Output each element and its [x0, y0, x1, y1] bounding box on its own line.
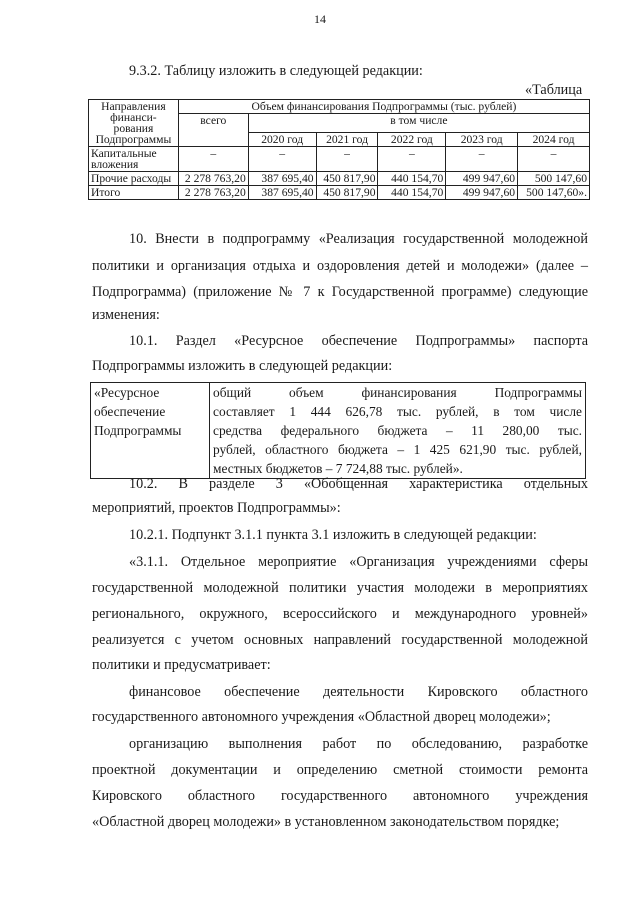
row-value: – [316, 147, 378, 172]
p-org-line: Кировского областного государственного автономного учреждения [92, 788, 588, 804]
p10-line: Подпрограмма) (приложение № 7 к Государственной программе) следующие [92, 284, 588, 300]
resource-text-line: рублей, областного бюджета – 1 425 621,90 тыс. рублей, [213, 442, 582, 457]
resource-text-line: средства федерального бюджета – 11 280,00 тыс. [213, 423, 582, 438]
header-year: 2021 год [316, 133, 378, 147]
header-total: всего [178, 114, 248, 147]
row-value: 499 947,60 [446, 186, 518, 200]
resource-label-line: Подпрограммы [94, 423, 182, 438]
p311-line: государственной молодежной политики участия молодежи в мероприятиях [92, 580, 588, 596]
resource-label-line: «Ресурсное [94, 385, 160, 400]
p101-line: Подпрограммы изложить в следующей редакции: [92, 358, 393, 374]
row-name: Итого [89, 186, 179, 200]
resource-text-line: составляет 1 444 626,78 тыс. рублей, в том числе [213, 404, 582, 419]
p-org-line: «Областной дворец молодежи» в установленном законодательством порядке; [92, 814, 560, 830]
resource-text-line: общий объем финансирования Подпрограммы [213, 385, 582, 400]
row-value: 450 817,90 [316, 186, 378, 200]
row-value: 440 154,70 [378, 172, 446, 186]
row-value: 440 154,70 [378, 186, 446, 200]
p102-line: 10.2. В разделе 3 «Обобщенная характеристика отдельных [129, 476, 588, 492]
p-org-line: организацию выполнения работ по обследованию, разработке [129, 736, 588, 752]
row-name: Прочие расходы [89, 172, 179, 186]
row-value: 500 147,60 [518, 172, 590, 186]
paragraph-9-3-2: 9.3.2. Таблицу изложить в следующей редакции: [129, 63, 423, 79]
header-year: 2020 год [248, 133, 316, 147]
table-row [89, 186, 590, 200]
resource-label [91, 383, 210, 479]
p311-line: политики и предусматривает: [92, 657, 271, 673]
financing-table [88, 99, 590, 200]
p311-line: регионального, окружного, всероссийского и международного уровней» [92, 606, 588, 622]
row-value: – [518, 147, 590, 172]
p-org-line: проектной документации и определению сметной стоимости ремонта [92, 762, 588, 778]
table-row [89, 172, 590, 186]
p-fin-line: финансовое обеспечение деятельности Кировского областного [129, 684, 588, 700]
resource-label-line: обеспечение [94, 404, 166, 419]
p-fin-line: государственного автономного учреждения «Областной дворец молодежи»; [92, 709, 551, 725]
p311-line: реализуется с учетом основных направлений государственной молодежной [92, 632, 588, 648]
resource-text-line: местных бюджетов – 7 724,88 тыс. рублей». [213, 461, 463, 476]
row-total: – [178, 147, 248, 172]
p10-line: политики и организация отдыха и оздоровления детей и молодежи» (далее – [92, 258, 588, 274]
p101-line: 10.1. Раздел «Ресурсное обеспечение Подпрограммы» паспорта [129, 333, 588, 349]
header-year: 2023 год [446, 133, 518, 147]
resource-text [210, 383, 586, 479]
row-value: 450 817,90 [316, 172, 378, 186]
row-value: 387 695,40 [248, 172, 316, 186]
header-volume: Объем финансирования Подпрограммы (тыс. рублей) [178, 100, 589, 114]
p10-line: 10. Внести в подпрограмму «Реализация государственной молодежной [129, 231, 588, 247]
resource-table [90, 382, 586, 479]
row-name: Капитальные вложения [89, 147, 179, 172]
header-including: в том числе [248, 114, 589, 133]
row-value: 499 947,60 [446, 172, 518, 186]
row-value: – [248, 147, 316, 172]
p102-line: мероприятий, проектов Подпрограммы»: [92, 500, 341, 516]
row-value: 387 695,40 [248, 186, 316, 200]
page-number: 14 [314, 12, 326, 26]
header-direction: Направления финанси-рования Подпрограммы [89, 100, 179, 147]
row-value: – [378, 147, 446, 172]
p311-line: «3.1.1. Отдельное мероприятие «Организация учреждениями сферы [129, 554, 588, 570]
p10-line: изменения: [92, 307, 160, 323]
p1021: 10.2.1. Подпункт 3.1.1 пункта 3.1 изложить в следующей редакции: [129, 527, 537, 543]
row-value: – [446, 147, 518, 172]
row-total: 2 278 763,20 [178, 172, 248, 186]
table-row [89, 147, 590, 172]
table-caption: «Таблица [525, 82, 583, 98]
header-year: 2022 год [378, 133, 446, 147]
row-total: 2 278 763,20 [178, 186, 248, 200]
row-value: 500 147,60». [518, 186, 590, 200]
header-year: 2024 год [518, 133, 590, 147]
